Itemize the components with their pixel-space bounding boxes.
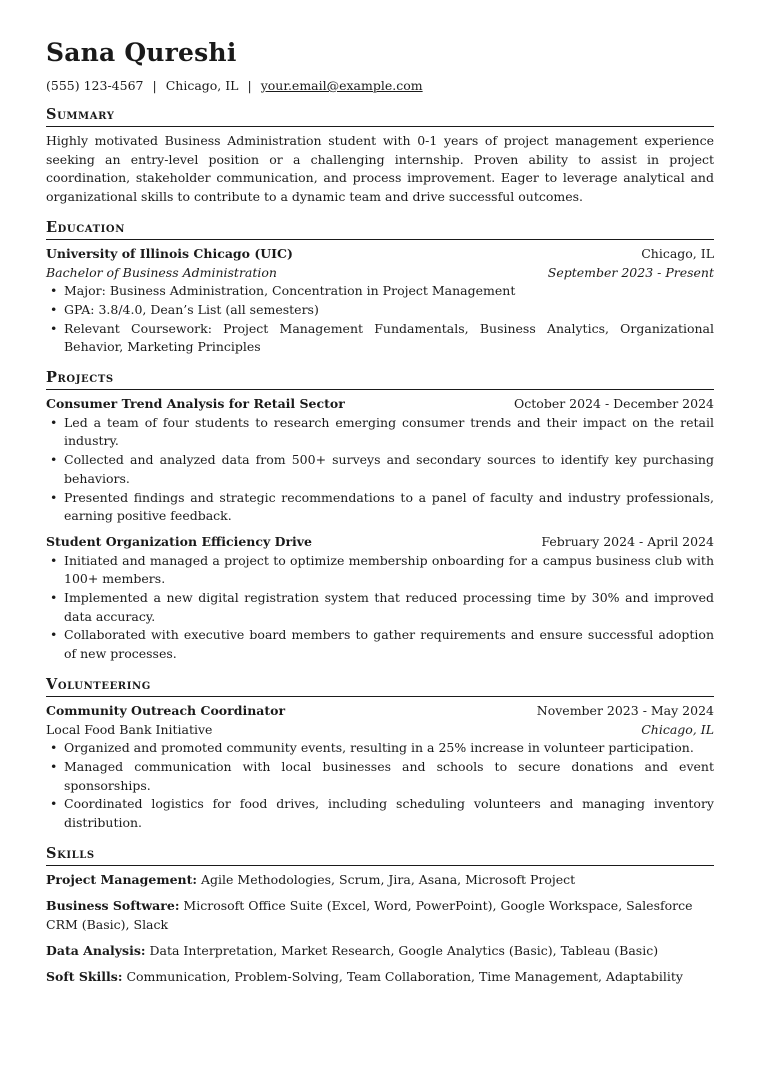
skill-label: Business Software: xyxy=(46,898,180,913)
project-name: Student Organization Efficiency Drive xyxy=(46,533,312,549)
project-entry xyxy=(46,533,714,664)
education-entry xyxy=(46,245,714,357)
project-dates: February 2024 - April 2024 xyxy=(541,533,714,549)
volunteering-entry xyxy=(46,702,714,833)
list-item: • Coordinated logistics for food drives, including scheduling volunteers and managing inventory distribution. xyxy=(46,795,714,832)
volunteer-location: Chicago, IL xyxy=(641,721,714,737)
skill-label: Project Management: xyxy=(46,871,198,887)
skill-row xyxy=(46,897,714,934)
skill-row xyxy=(46,871,714,890)
list-item: • GPA: 3.8/4.0, Dean’s List (all semesters) xyxy=(46,301,714,320)
project-header-row xyxy=(46,533,714,552)
skill-label: Data Analysis: xyxy=(46,942,146,958)
section-title-skills: Skills xyxy=(46,845,714,866)
section-title-summary: Summary xyxy=(46,106,714,127)
list-item: • Organized and promoted community events, resulting in a 25% increase in volunteer participation. xyxy=(46,739,714,758)
summary-text: Highly motivated Business Administration student with 0-1 years of project management experience seeking an entry-level position or a challenging internship. Proven ability to assist in project coordination, stakeholder communication, and process improvement. Eager to leverage analytical and organizational skills to contribute to a dynamic team and drive successful outcomes. xyxy=(46,133,714,205)
list-item: • Implemented a new digital registration system that reduced processing time by 30% and improved data accuracy. xyxy=(46,589,714,626)
education-degree-row xyxy=(46,264,714,283)
list-item: • Led a team of four students to research emerging consumer trends and their impact on the retail industry. xyxy=(46,414,714,451)
skill-value: Communication, Problem-Solving, Team Collaboration, Time Management, Adaptability xyxy=(126,969,683,985)
skill-row xyxy=(46,968,714,987)
location: Chicago, IL xyxy=(165,78,239,93)
list-item: • Collected and analyzed data from 500+ surveys and secondary sources to identify key purchasing behaviors. xyxy=(46,451,714,488)
skill-value: Agile Methodologies, Scrum, Jira, Asana, Microsoft Project xyxy=(201,871,576,887)
list-item: • Relevant Coursework: Project Management Fundamentals, Business Analytics, Organizational Behavior, Marketing Principles xyxy=(46,320,714,357)
section-title-projects: Projects xyxy=(46,369,714,390)
degree-name: Bachelor of Business Administration xyxy=(46,264,277,280)
list-item: • Major: Business Administration, Concentration in Project Management xyxy=(46,282,714,301)
list-item: • Collaborated with executive board members to gather requirements and ensure successful adoption of new processes. xyxy=(46,626,714,663)
volunteer-role: Community Outreach Coordinator xyxy=(46,702,286,718)
project-name: Consumer Trend Analysis for Retail Sector xyxy=(46,396,345,412)
summary-section xyxy=(46,106,714,207)
candidate-name: Sana Qureshi xyxy=(46,38,237,67)
project-entry xyxy=(46,395,714,526)
education-header-row xyxy=(46,245,714,264)
skills-section xyxy=(46,845,714,987)
project-bullets xyxy=(46,552,714,664)
education-section xyxy=(46,219,714,357)
section-title-education: Education xyxy=(46,219,714,240)
volunteer-organization: Local Food Bank Initiative xyxy=(46,721,213,737)
phone-number: (555) 123-4567 xyxy=(46,78,144,93)
skill-label: Soft Skills: xyxy=(46,969,123,985)
project-bullets xyxy=(46,414,714,526)
contact-line xyxy=(46,78,714,94)
volunteering-section xyxy=(46,676,714,833)
institution-location: Chicago, IL xyxy=(641,245,714,261)
volunteering-header-row xyxy=(46,702,714,721)
contact-separator: | xyxy=(152,78,157,93)
project-header-row xyxy=(46,395,714,414)
list-item: • Presented findings and strategic recommendations to a panel of faculty and industry professionals, earning positive feedback. xyxy=(46,489,714,526)
volunteering-org-row xyxy=(46,721,714,740)
education-bullets xyxy=(46,282,714,357)
projects-section xyxy=(46,369,714,664)
project-dates: October 2024 - December 2024 xyxy=(514,396,714,412)
skill-value: Microsoft Office Suite (Excel, Word, PowerPoint), Google Workspace, Salesforce CRM (Basic), Slack xyxy=(46,898,693,932)
institution-name: University of Illinois Chicago (UIC) xyxy=(46,245,293,261)
section-title-volunteering: Volunteering xyxy=(46,676,714,697)
resume-header xyxy=(46,38,714,94)
list-item: • Managed communication with local businesses and schools to secure donations and event sponsorships. xyxy=(46,758,714,795)
list-item: • Initiated and managed a project to optimize membership onboarding for a campus business club with 100+ members. xyxy=(46,552,714,589)
volunteer-dates: November 2023 - May 2024 xyxy=(536,702,714,718)
skill-row xyxy=(46,942,714,961)
contact-separator: | xyxy=(247,78,252,93)
skill-value: Data Interpretation, Market Research, Google Analytics (Basic), Tableau (Basic) xyxy=(149,942,659,958)
education-dates: September 2023 - Present xyxy=(547,264,714,280)
volunteering-bullets xyxy=(46,739,714,833)
email-link[interactable]: your.email@example.com xyxy=(260,78,423,93)
